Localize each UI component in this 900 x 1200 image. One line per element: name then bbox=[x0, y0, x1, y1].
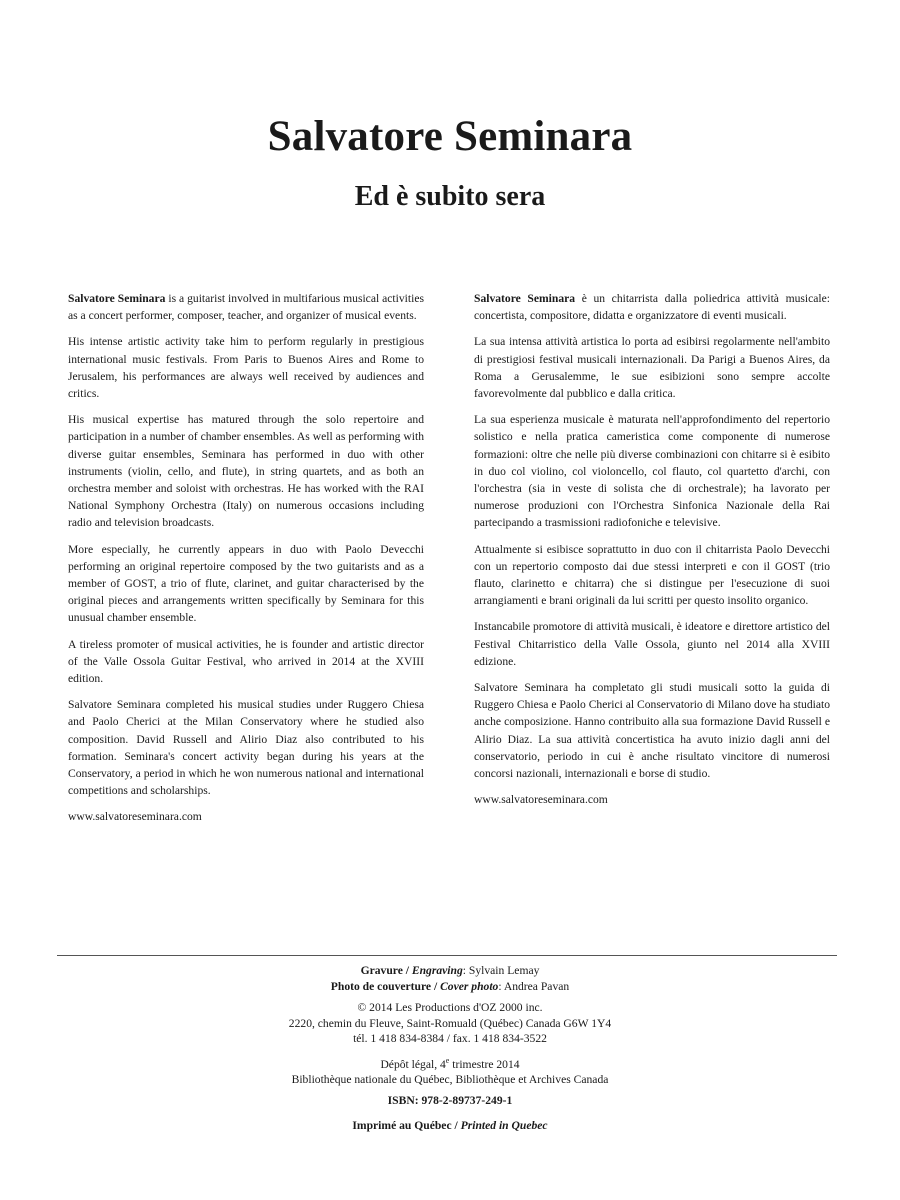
english-paragraph: More especially, he currently appears in duo with Paolo Devecchi performing an original repertoire composed by the two guitarists and as a member of GOST, a trio of flute, clarinet, and guitar characterised by the original pieces and arrangements written specifically by Seminara for this unusual chamber ensemble. bbox=[68, 542, 424, 625]
printed-line bbox=[0, 1118, 900, 1134]
engraving-credit bbox=[0, 963, 900, 979]
english-website-link[interactable]: www.salvatoreseminara.com bbox=[68, 810, 202, 824]
piece-subtitle: Ed è subito sera bbox=[354, 181, 546, 212]
publisher-phone: tél. 1 418 834-8384 / fax. 1 418 834-3522 bbox=[353, 1032, 547, 1045]
photo-label-en: Cover photo bbox=[440, 979, 499, 993]
photo-label-fr: Photo de couverture / bbox=[330, 979, 441, 993]
page-title: Salvatore Seminara bbox=[267, 113, 633, 160]
english-paragraph: Salvatore Seminara completed his musical studies under Ruggero Chiesa and Paolo Cherici at the Milan Conservatory where he studied also composition. David Russell and Alirio Diaz also contributed to his formation. Seminara's concert activity began during his years at the Conservatory, a period in which he won numerous national and international competitions and scholarships. bbox=[68, 698, 424, 798]
printed-fr: Imprimé au Québec / bbox=[352, 1118, 461, 1132]
footer-divider bbox=[57, 955, 837, 956]
photo-credit bbox=[0, 979, 900, 995]
italian-paragraph: La sua intensa attività artistica lo porta ad esibirsi regolarmente nell'ambito di prestigiosi festival musicali internazionali. Da Parigi a Buenos Aires, da Roma a Gerusalemme, le sue esibizioni sono sempre accolte favorevolmente dal pubblico e dalla critica. bbox=[474, 335, 830, 401]
english-paragraph: His musical expertise has matured through the solo repertoire and participation in a number of chamber ensembles. As well as performing with diverse guitar ensembles, Seminara has performed in duo with other instruments (violin, cello, and flute), in string quartets, and as both an orchestra member and soloist with orchestras. He has worked with the RAI National Symphony Orchestra (Italy) on numerous occasions including radio and television broadcasts. bbox=[68, 413, 424, 530]
publication-credits bbox=[0, 963, 900, 1133]
italian-paragraph: Salvatore Seminara ha completato gli studi musicali sotto la guida di Ruggero Chiesa e Paolo Cherici al Conservatorio di Milano dove ha studiato anche composizione. Hanno contribuito alla sua formazione David Russell e Alirio Diaz. La sua attività concertistica ha avuto inizio dagli anni del conservatorio, periodo in cui è anche risultato vincitore di numerosi concorsi nazionali, internazionali e borse di studio. bbox=[474, 681, 830, 781]
legal-deposit: Dépôt légal, 4e trimestre 2014 bbox=[380, 1055, 520, 1071]
engraving-name: : Sylvain Lemay bbox=[462, 964, 540, 977]
library-line: Bibliothèque nationale du Québec, Bibliothèque et Archives Canada bbox=[291, 1072, 609, 1086]
english-paragraph: A tireless promoter of musical activities, he is founder and artistic director of the Valle Ossola Guitar Festival, who arrived in 2014 at the XVIII edition. bbox=[68, 637, 424, 686]
printed-en: Printed in Quebec bbox=[460, 1118, 548, 1132]
italian-paragraph: Attualmente si esibisce soprattutto in duo con il chitarrista Paolo Devecchi con un repertorio composto dai due stessi interpreti e con il GOST (trio flauto, clarinetto e chitarra) che si distingue per l'esecuzione di suoi arrangiamenti e brani originali da lui scritti per questo insolito organico. bbox=[474, 542, 830, 608]
publisher-address: 2220, chemin du Fleuve, Saint-Romuald (Québec) Canada G6W 1Y4 bbox=[288, 1016, 612, 1030]
english-intro bbox=[68, 290, 424, 324]
italian-intro-text: è un chitarrista dalla poliedrica attività musicale: concertista, compositore, didatta e organizzatore di eventi musicali. bbox=[474, 292, 830, 323]
italian-biography bbox=[474, 290, 830, 817]
isbn-line: ISBN: 978-2-89737-249-1 bbox=[387, 1094, 513, 1108]
italian-website-link[interactable]: www.salvatoreseminara.com bbox=[474, 793, 608, 807]
italian-paragraph: Instancabile promotore di attività musicali, è ideatore e direttore artistico del Festival Chitarristico della Valle Ossola, giunto nel 2014 alla XVIII edizione. bbox=[474, 620, 830, 668]
english-biography bbox=[68, 290, 424, 835]
italian-name: Salvatore Seminara bbox=[474, 292, 576, 305]
photo-name: : Andrea Pavan bbox=[498, 979, 570, 993]
engraving-label-en: Engraving bbox=[411, 964, 463, 977]
italian-intro bbox=[474, 290, 830, 324]
english-paragraph: His intense artistic activity take him to perform regularly in prestigious international music festivals. From Paris to Buenos Aires and Rome to Jerusalem, his performances are always well received by audiences and critics. bbox=[68, 335, 424, 401]
italian-paragraph: La sua esperienza musicale è maturata nell'approfondimento del repertorio solistico e nella pratica cameristica come componente di numerose formazioni: oltre che nelle più diverse combinazioni con chitarre si è esibito in duo col violino, col violoncello, col flauto, col quartetto d'archi, con l'orchestra (sia in veste di solista che di orchestrale); ha lavorato per numerose produzioni con l'Orchestra Sinfonica Nazionale della Rai partecipando a trasmissioni radiofoniche e televisive. bbox=[474, 413, 830, 530]
english-intro-text: is a guitarist involved in multifarious musical activities as a concert performer, composer, teacher, and organizer of musical events. bbox=[68, 292, 424, 323]
engraving-label-fr: Gravure / bbox=[360, 964, 412, 977]
english-name: Salvatore Seminara bbox=[68, 292, 166, 305]
copyright-line: © 2014 Les Productions d'OZ 2000 inc. bbox=[357, 1001, 543, 1014]
